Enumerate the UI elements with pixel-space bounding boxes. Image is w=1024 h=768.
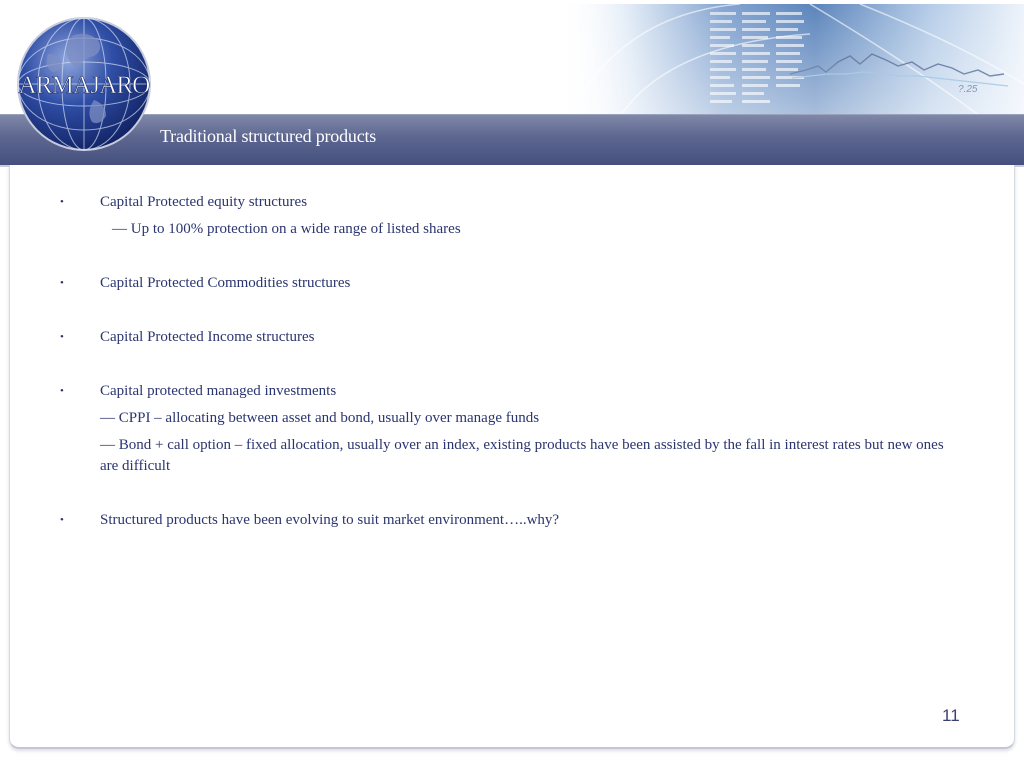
market-ticker-graphic: [560, 4, 1024, 116]
page-number: 11: [942, 706, 960, 725]
bullet-icon: •: [60, 331, 64, 343]
spacer: [60, 300, 960, 327]
armajaro-logo: [14, 14, 154, 154]
list-item: [60, 381, 960, 477]
sub-bullet-text: –– CPPI – allocating between asset and bond, usually over manage funds: [100, 410, 540, 426]
list-item: [60, 510, 960, 531]
bullet-text: Capital protected managed investments: [100, 383, 337, 399]
bullet-text: Capital Protected Commodities structures: [100, 275, 351, 291]
bullet-icon: •: [60, 385, 64, 397]
header-market-image: [560, 4, 1024, 116]
sub-bullet-text: –– Bond + call option – fixed allocation, usually over an index, existing products have been assisted by the fall in interest rates but new ones are difficult: [100, 437, 944, 474]
sub-bullet-text: –– Up to 100% protection on a wide range of listed shares: [112, 221, 461, 237]
list-item: [60, 273, 960, 294]
bullet-text: Capital Protected equity structures: [100, 194, 308, 210]
bullet-text: Capital Protected Income structures: [100, 329, 315, 345]
bullet-text: Structured products have been evolving to suit market environment…..why?: [100, 512, 560, 528]
bullet-icon: •: [60, 514, 64, 526]
list-item: [60, 327, 960, 348]
bullet-list: [60, 192, 960, 537]
bullet-icon: •: [60, 196, 64, 208]
bullet-icon: •: [60, 277, 64, 289]
globe-icon: [14, 14, 154, 154]
spacer: [60, 354, 960, 381]
logo-text: ARMAJARO: [18, 72, 150, 99]
spacer: [60, 246, 960, 273]
slide-title: Traditional structured products: [160, 126, 377, 146]
spacer: [60, 483, 960, 510]
list-item: [60, 192, 960, 240]
